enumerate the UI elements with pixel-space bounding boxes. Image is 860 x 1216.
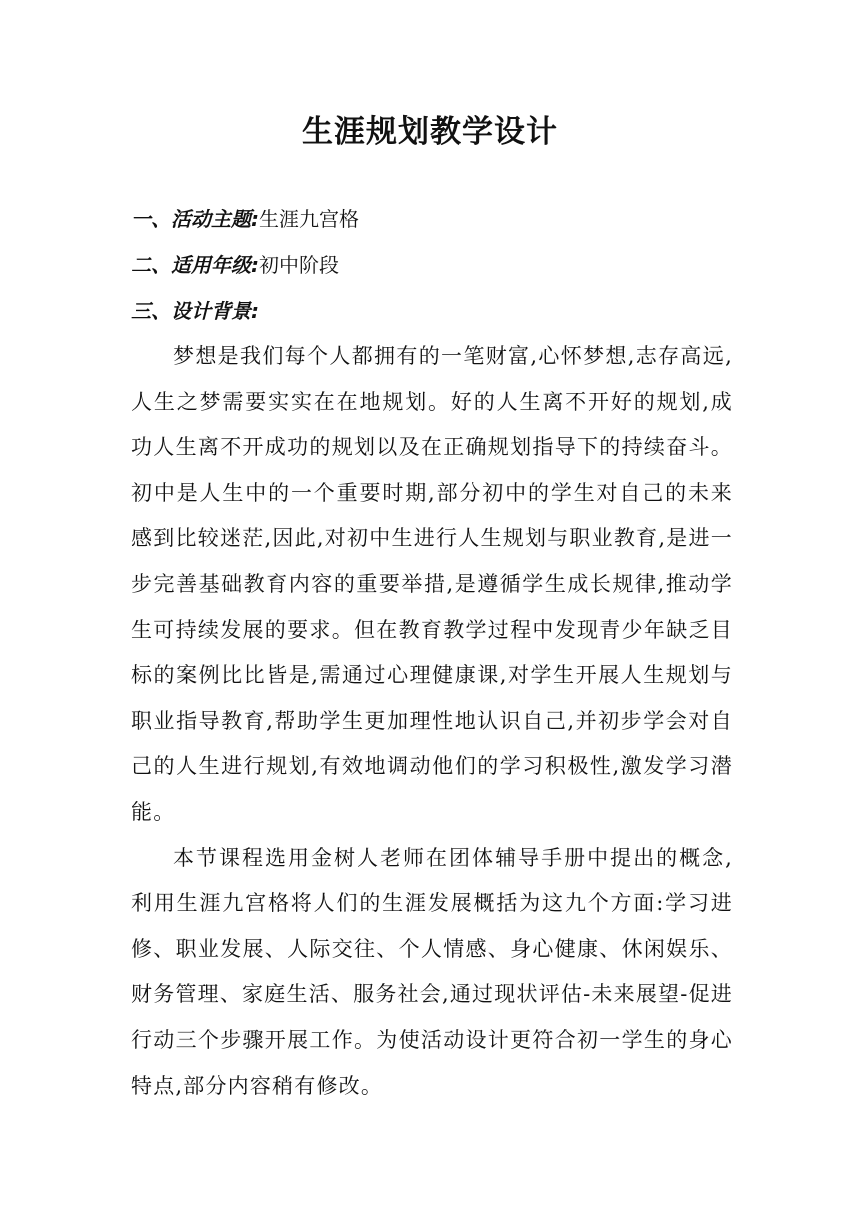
section-value: 初中阶段 bbox=[259, 253, 339, 277]
document-title: 生涯规划教学设计 bbox=[302, 114, 558, 150]
section-heading-theme bbox=[131, 196, 733, 242]
section-heading-grade bbox=[131, 242, 733, 288]
document-body bbox=[131, 196, 733, 1109]
section-label: 二、适用年级: bbox=[131, 253, 259, 277]
section-label: 一、活动主题: bbox=[131, 207, 259, 231]
body-paragraph-course: 本节课程选用金树人老师在团体辅导手册中提出的概念,利用生涯九宫格将人们的生涯发展概括为这九个方面:学习进修、职业发展、人际交往、个人情感、身心健康、休闲娱乐、财务管理、家庭生活、服务社会,通过现状评估-未来展望-促进行动三个步骤开展工作。为使活动设计更符合初一学生的身心特点,部分内容稍有修改。 bbox=[131, 845, 733, 1098]
body-paragraph-background: 梦想是我们每个人都拥有的一笔财富,心怀梦想,志存高远,人生之梦需要实实在在地规划。好的人生离不开好的规划,成功人生离不开成功的规划以及在正确规划指导下的持续奋斗。初中是人生中的一个重要时期,部分初中的学生对自己的未来感到比较迷茫,因此,对初中生进行人生规划与职业教育,是进一步完善基础教育内容的重要举措,是遵循学生成长规律,推动学生可持续发展的要求。但在教育教学过程中发现青少年缺乏目标的案例比比皆是,需通过心理健康课,对学生开展人生规划与职业指导教育,帮助学生更加理性地认识自己,并初步学会对自己的人生进行规划,有效地调动他们的学习积极性,激发学习潜能。 bbox=[131, 344, 733, 824]
section-value: 生涯九宫格 bbox=[259, 207, 359, 231]
section-label: 三、设计背景: bbox=[131, 299, 259, 323]
section-heading-background bbox=[131, 288, 733, 334]
